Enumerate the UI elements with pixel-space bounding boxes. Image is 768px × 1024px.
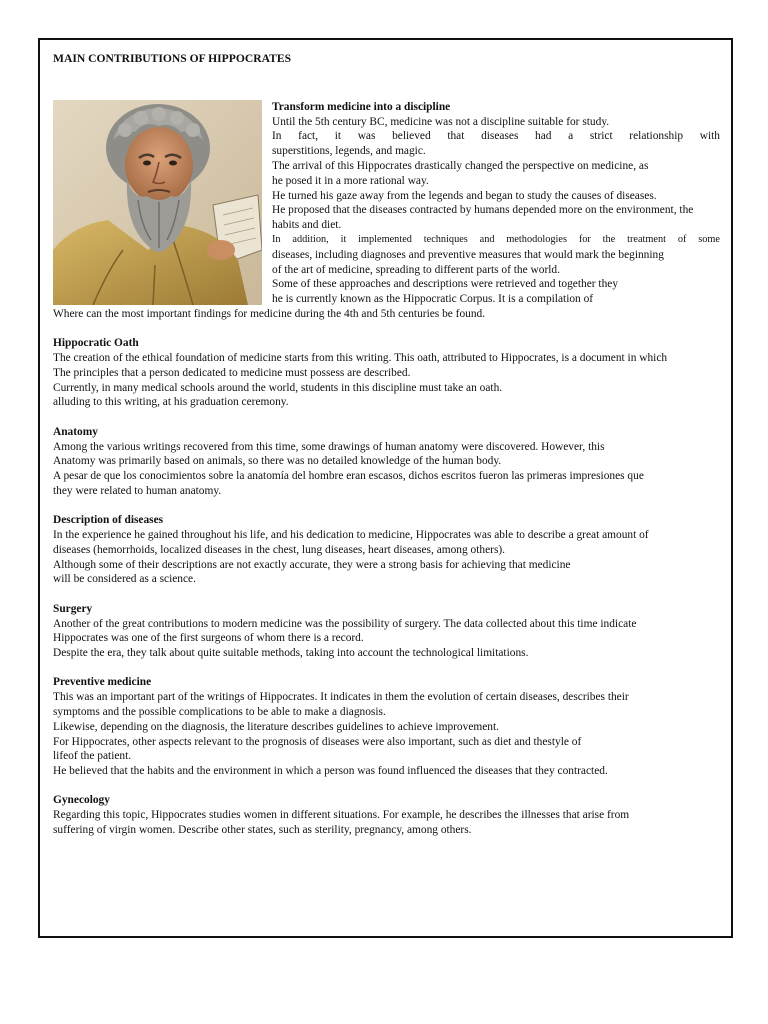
section-heading: Gynecology	[53, 794, 110, 807]
section-anatomy	[53, 425, 720, 499]
paragraph-line: will be considered as a science.	[53, 573, 196, 586]
intro-line: He turned his gaze away from the legends and began to study the causes of diseases.	[272, 189, 657, 202]
paragraph-line: symptoms and the possible complications to be able to make a diagnosis.	[53, 705, 386, 718]
hippocrates-portrait	[53, 100, 262, 305]
intro-line: Some of these approaches and descriptions were retrieved and together they	[272, 278, 619, 291]
paragraph-line: This was an important part of the writings of Hippocrates. It indicates in them the evolution of certain diseases, describes their	[53, 691, 629, 704]
paragraph-line: In the experience he gained throughout his life, and his dedication to medicine, Hippocrates was able to describe a great amount of	[53, 529, 649, 542]
paragraph-line: Another of the great contributions to modern medicine was the possibility of surgery. The data collected about this time indicate	[53, 617, 637, 630]
paragraph-line: lifeof the patient.	[53, 750, 132, 763]
page-title: MAIN CONTRIBUTIONS OF HIPPOCRATES	[53, 52, 292, 65]
document-body	[53, 52, 720, 838]
paragraph-line: diseases (hemorrhoids, localized diseases in the chest, lung diseases, heart diseases, among others).	[53, 543, 506, 556]
paragraph-line: they were related to human anatomy.	[53, 484, 222, 497]
section-heading: Preventive medicine	[53, 676, 152, 689]
intro-line: superstitions, legends, and magic.	[272, 145, 426, 158]
intro-line: habits and diet.	[272, 219, 342, 232]
section-surgery	[53, 602, 720, 661]
section-heading-intro: Transform medicine into a discipline	[272, 100, 451, 113]
paragraph-line: A pesar de que los conocimientos sobre la anatomía del hombre eran escasos, dichos escritos fueron las primeras impresiones que	[53, 470, 644, 483]
paragraph-line: alluding to this writing, at his graduation ceremony.	[53, 396, 289, 409]
paragraph-line: For Hippocrates, other aspects relevant to the prognosis of diseases were also important, such as diet and thestyle of	[53, 735, 582, 748]
paragraph-line: Among the various writings recovered from this time, some drawings of human anatomy were discovered. However, this	[53, 440, 605, 453]
paragraph-line: Anatomy was primarily based on animals, so there was no detailed knowledge of the human body.	[53, 455, 502, 468]
section-hippocratic-oath	[53, 336, 720, 410]
intro-line: In addition, it implemented techniques and methodologies for the treatment of some	[272, 233, 720, 245]
paragraph-line: The creation of the ethical foundation of medicine starts from this writing. This oath, attributed to Hippocrates, is a document in which	[53, 352, 668, 365]
intro-line: he is currently known as the Hippocratic Corpus. It is a compilation of	[272, 293, 594, 306]
intro-line: diseases, including diagnoses and preventive measures that would mark the beginning	[272, 248, 664, 261]
intro-line: In fact, it was believed that diseases had a strict relationship with	[272, 130, 720, 143]
section-preventive-medicine	[53, 675, 720, 779]
paragraph-line: He believed that the habits and the environment in which a person was found influenced the diseases that they contracted.	[53, 765, 608, 778]
section-heading: Anatomy	[53, 425, 98, 438]
section-heading: Hippocratic Oath	[53, 337, 139, 350]
intro-line: He proposed that the diseases contracted by humans depended more on the environment, the	[272, 204, 694, 217]
paragraph-line: Hippocrates was one of the first surgeons of whom there is a record.	[53, 632, 364, 645]
paragraph-line: suffering of virgin women. Describe other states, such as sterility, pregnancy, among others.	[53, 824, 472, 837]
paragraph-line: Regarding this topic, Hippocrates studies women in different situations. For example, he describes the illnesses that arise from	[53, 809, 630, 822]
section-heading: Description of diseases	[53, 514, 164, 527]
intro-line: he posed it in a more rational way.	[272, 174, 429, 187]
section-gynecology	[53, 793, 720, 837]
section-description-of-diseases	[53, 513, 720, 587]
paragraph-line: Although some of their descriptions are not exactly accurate, they were a strong basis for achieving that medicine	[53, 558, 571, 571]
paragraph-line: Currently, in many medical schools around the world, students in this discipline must take an oath.	[53, 381, 503, 394]
intro-line: Until the 5th century BC, medicine was not a discipline suitable for study.	[272, 115, 610, 128]
paragraph-line: Likewise, depending on the diagnosis, the literature describes guidelines to achieve improvement.	[53, 720, 500, 733]
intro-line: Where can the most important findings for medicine during the 4th and 5th centuries be found.	[53, 307, 486, 320]
paragraph-line: Despite the era, they talk about quite suitable methods, taking into account the technological limitations.	[53, 647, 529, 660]
intro-line: of the art of medicine, spreading to different parts of the world.	[272, 263, 560, 276]
section-heading: Surgery	[53, 602, 93, 615]
paragraph-line: The principles that a person dedicated to medicine must possess are described.	[53, 366, 411, 379]
intro-line: The arrival of this Hippocrates drastically changed the perspective on medicine, as	[272, 159, 649, 172]
